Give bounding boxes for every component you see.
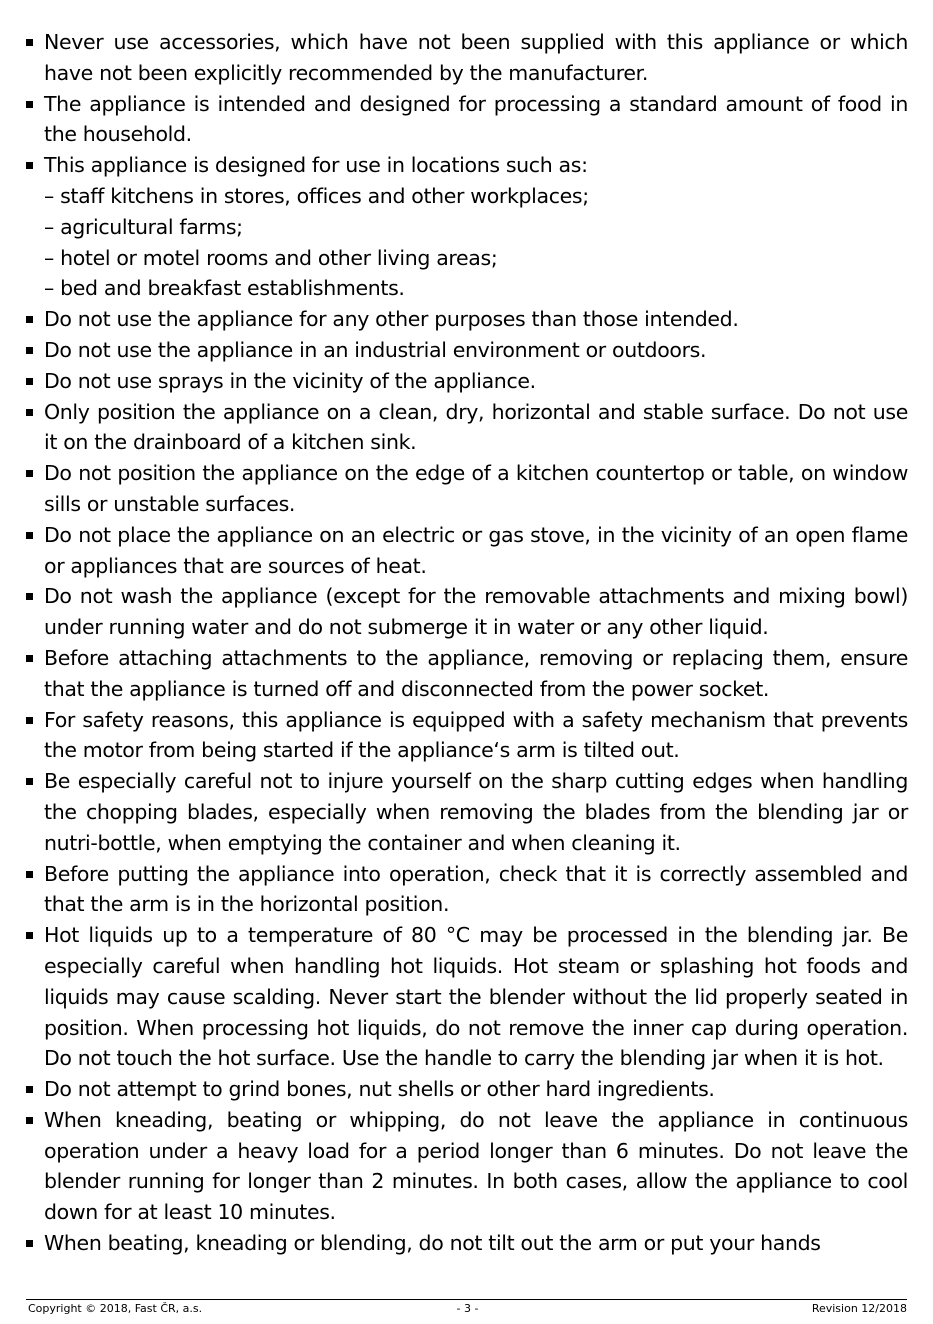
- list-item-text: Do not use the appliance in an industrial environment or outdoors.: [44, 337, 707, 362]
- bullet-icon: [26, 778, 33, 785]
- list-item: [26, 643, 908, 705]
- bullet-icon: [26, 717, 33, 724]
- list-item-text: When beating, kneading or blending, do not tilt out the arm or put your hands: [44, 1231, 821, 1256]
- bullet-icon: [26, 932, 33, 939]
- list-item-text: Never use accessories, which have not been supplied with this appliance or which have not been explicitly recommended by the manufacturer.: [44, 30, 908, 85]
- bullet-icon: [26, 316, 33, 323]
- bullet-icon: [26, 39, 33, 46]
- list-item: [26, 89, 908, 151]
- list-item-text: Do not use sprays in the vicinity of the appliance.: [44, 368, 536, 393]
- bullet-icon: [26, 1086, 33, 1093]
- list-item: [26, 1074, 908, 1105]
- list-item: [26, 581, 908, 643]
- list-item: [26, 1105, 908, 1228]
- bullet-icon: [26, 347, 33, 354]
- list-item-text: Before attaching attachments to the appliance, removing or replacing them, ensure that the appliance is turned off and disconnected from the power socket.: [44, 645, 908, 701]
- list-item-text: For safety reasons, this appliance is equipped with a safety mechanism that prevents the motor from being started if the appliance‘s arm is tilted out.: [44, 707, 908, 763]
- sublist-item: – bed and breakfast establishments.: [44, 276, 405, 301]
- list-item: [26, 520, 908, 582]
- list-item-text: When kneading, beating or whipping, do not leave the appliance in continuous operation under a heavy load for a period longer than 6 minutes. Do not leave the blender running for longer than 2 minutes. In both cases, allow the appliance to cool down for at least 10 minutes.: [44, 1107, 908, 1225]
- sublist-item: – staff kitchens in stores, offices and other workplaces;: [44, 183, 589, 208]
- sublist-item: – agricultural farms;: [44, 214, 243, 239]
- bullet-icon: [26, 409, 33, 416]
- list-item-text: Do not attempt to grind bones, nut shells or other hard ingredients.: [44, 1077, 715, 1102]
- list-item-text: Hot liquids up to a temperature of 80 °C may be processed in the blending jar. Be especially careful when handling hot liquids. Hot steam or splashing hot foods and liquids may cause scalding. Never start the blender without the lid properly seated in position. When processing hot liquids, do not remove the inner cap during operation. Do not touch the hot surface. Use the handle to carry the blending jar when it is hot.: [44, 923, 908, 1071]
- bullet-icon: [26, 1240, 33, 1247]
- list-item: [26, 458, 908, 520]
- list-item: [26, 397, 908, 459]
- copyright-text: Copyright © 2018, Fast ČR, a.s.: [28, 1302, 203, 1315]
- bullet-icon: [26, 532, 33, 539]
- bullet-icon: [26, 1117, 33, 1124]
- list-item-text: Before putting the appliance into operation, check that it is correctly assembled and that the arm is in the horizontal position.: [44, 861, 908, 917]
- page-number: - 3 -: [456, 1302, 479, 1315]
- list-item: [26, 705, 908, 767]
- list-item: [26, 150, 908, 304]
- list-item: [26, 366, 908, 397]
- location-sublist: [44, 181, 908, 304]
- list-item-text: Do not place the appliance on an electric or gas stove, in the vicinity of an open flame or appliances that are sources of heat.: [44, 522, 908, 578]
- list-item-text: This appliance is designed for use in locations such as:: [44, 153, 588, 178]
- list-item: [26, 304, 908, 335]
- list-item-text: Do not position the appliance on the edge of a kitchen countertop or table, on window sills or unstable surfaces.: [44, 461, 908, 516]
- list-item: [26, 335, 908, 366]
- bullet-icon: [26, 655, 33, 662]
- list-item: [26, 27, 908, 89]
- bullet-icon: [26, 378, 33, 385]
- list-item: [26, 920, 908, 1074]
- footer-divider: [26, 1299, 907, 1300]
- instruction-list: [26, 27, 908, 1259]
- bullet-icon: [26, 470, 33, 477]
- list-item: [26, 1228, 908, 1259]
- list-item-text: Be especially careful not to injure yourself on the sharp cutting edges when handling the chopping blades, especially when removing the blades from the blending jar or nutri-bottle, when emptying the container and when cleaning it.: [44, 769, 908, 855]
- list-item: [26, 766, 908, 858]
- bullet-icon: [26, 101, 33, 108]
- list-item: [26, 859, 908, 921]
- safety-instructions: [26, 27, 908, 1259]
- list-item-text: Do not use the appliance for any other purposes than those intended.: [44, 307, 739, 332]
- bullet-icon: [26, 162, 33, 169]
- sublist-item: – hotel or motel rooms and other living areas;: [44, 245, 498, 270]
- list-item-text: Do not wash the appliance (except for the removable attachments and mixing bowl) under running water and do not submerge it in water or any other liquid.: [44, 584, 908, 640]
- bullet-icon: [26, 593, 33, 600]
- bullet-icon: [26, 871, 33, 878]
- revision-text: Revision 12/2018: [811, 1302, 907, 1315]
- list-item-text: The appliance is intended and designed for processing a standard amount of food in the household.: [44, 91, 908, 147]
- list-item-text: Only position the appliance on a clean, dry, horizontal and stable surface. Do not use it on the drainboard of a kitchen sink.: [44, 399, 908, 455]
